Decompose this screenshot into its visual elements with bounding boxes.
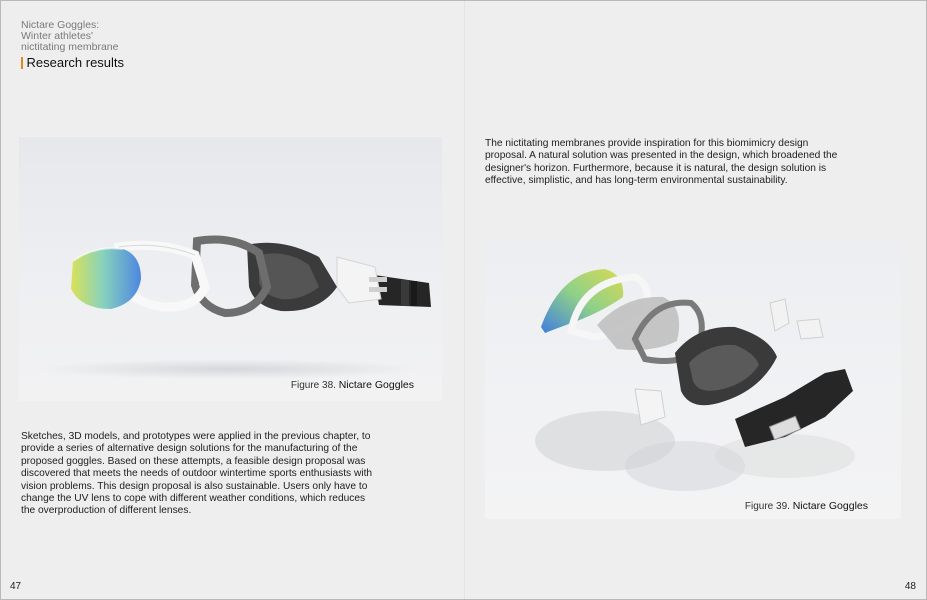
header-title-line-3: nictitating membrane: [21, 41, 119, 53]
figure-39-image: [485, 241, 901, 519]
header-title-line-1: Nictare Goggles:: [21, 19, 100, 31]
header-title-line-2: Winter athletes': [21, 30, 94, 42]
figure-38-image: [19, 137, 442, 401]
right-page-paragraph: The nictitating membranes provide inspiration for this biomimicry design proposal. A natural solution was presented in the design, which broadened the designer's horizon. Furthermore, because it is natural, the design solution is effective, simplistic, and has long-term environmental sustainability.: [485, 138, 838, 187]
page-header: [21, 20, 181, 70]
section-heading: [21, 55, 181, 70]
spread-gutter: [464, 1, 465, 600]
page-number-right: 48: [904, 581, 916, 592]
goggles-exploded-angle-render: [485, 241, 901, 519]
page-number-left: 47: [10, 581, 22, 592]
figure-38-label: Figure 38.: [290, 380, 336, 391]
figure-39-name: Nictare Goggles: [792, 500, 868, 512]
figure-39-caption: [745, 500, 868, 512]
goggles-exploded-row-render: [19, 137, 442, 401]
figure-38-caption: [291, 379, 414, 391]
section-accent-bar: [21, 57, 23, 69]
section-heading-text: Research results: [26, 55, 125, 70]
figure-39-label: Figure 39.: [744, 501, 790, 512]
figure-38-name: Nictare Goggles: [338, 379, 414, 391]
left-page-paragraph: Sketches, 3D models, and prototypes were applied in the previous chapter, to provide a series of alternative design solutions for the manufacturing of the proposed goggles. Based on these attempts, a feasible design proposal was discovered that meets the needs of outdoor wintertime sports enthusiasts with vision problems. This design proposal is also sustainable. Users only have to change the UV lens to cope with different weather conditions, which reduces the overproduction of different lenses.: [21, 431, 373, 517]
